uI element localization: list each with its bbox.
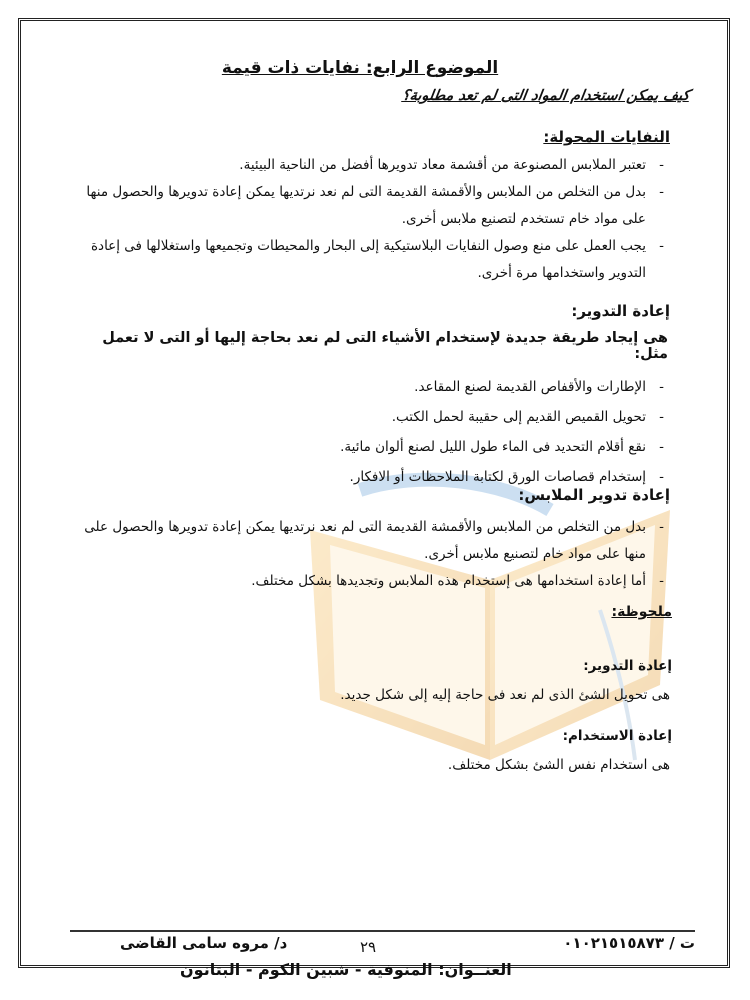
- list-item: - نقع أقلام التحديد فى الماء طول الليل لصنع ألوان مائية.: [72, 432, 668, 462]
- list-item: - تعتبر الملابس المصنوعة من أقشمة معاد تدويرها أفضل من الناحية البيئية.: [72, 152, 668, 179]
- section-heading-recycling: إعادة التدوير:: [571, 302, 670, 320]
- footer-phone: ت / ٠١٠٢١٥١٥٨٧٣: [563, 934, 695, 952]
- footer-address: العنــوان: المنوفية - شبين الكوم - البتانون: [180, 960, 512, 979]
- lesson-question: كيف يمكن استخدام المواد التى لم تعد مطلوبة؟: [401, 88, 692, 104]
- recycling-definition: هى إيجاد طريقة جديدة لإستخدام الأشياء التى لم نعد بحاجة إليها أو التى لا تعمل مثل:: [102, 330, 668, 362]
- clothes-recycling-list: [72, 514, 668, 595]
- note-recycling-heading: إعادة التدوير:: [583, 658, 672, 674]
- list-item: - بدل من التخلص من الملابس والأقمشة القديمة التى لم نعد نرتديها يمكن إعادة تدويرها والحصول على منها على مواد خام لتصنيع ملابس أخرى.: [72, 514, 668, 568]
- converted-waste-list: [72, 152, 668, 287]
- footer-author: د/ مروه سامى القاضى: [120, 934, 288, 952]
- recycling-examples-list: [72, 372, 668, 492]
- note-recycling-text: هى تحويل الشئ الذى لم نعد فى حاجة إليه إلى شكل جديد.: [340, 687, 670, 703]
- note-heading: ملحوظة:: [611, 604, 672, 620]
- page-number: ٢٩: [360, 938, 377, 956]
- section-heading-converted-waste: النفايات المحولة:: [543, 128, 670, 146]
- page-title: الموضوع الرابع: نفايات ذات قيمة: [221, 58, 499, 78]
- list-item: - يجب العمل على منع وصول النفايات البلاستيكية إلى البحار والمحيطات وتجميعها واستغلالها فى إعادة التدوير واستخدامها مرة أخرى.: [72, 233, 668, 287]
- list-item: - الإطارات والأقفاص القديمة لصنع المقاعد.: [72, 372, 668, 402]
- note-reuse-heading: إعادة الاستخدام:: [562, 728, 672, 744]
- list-item: - بدل من التخلص من الملابس والأقمشة القديمة التى لم نعد نرتديها يمكن إعادة تدويرها والحصول منها على مواد خام تستخدم لتصنيع ملابس أخرى.: [72, 179, 668, 233]
- note-reuse-text: هى استخدام نفس الشئ بشكل مختلف.: [447, 757, 670, 773]
- list-item: - إستخدام قصاصات الورق لكتابة الملاحظات أو الافكار.: [72, 462, 668, 492]
- footer-divider: [70, 930, 695, 932]
- list-item: - تحويل القميص القديم إلى حقيبة لحمل الكتب.: [72, 402, 668, 432]
- list-item: - أما إعادة استخدامها هى إستخدام هذه الملابس وتجديدها بشكل مختلف.: [72, 568, 668, 595]
- section-heading-clothes-recycling: إعادة تدوير الملابس:: [518, 486, 670, 504]
